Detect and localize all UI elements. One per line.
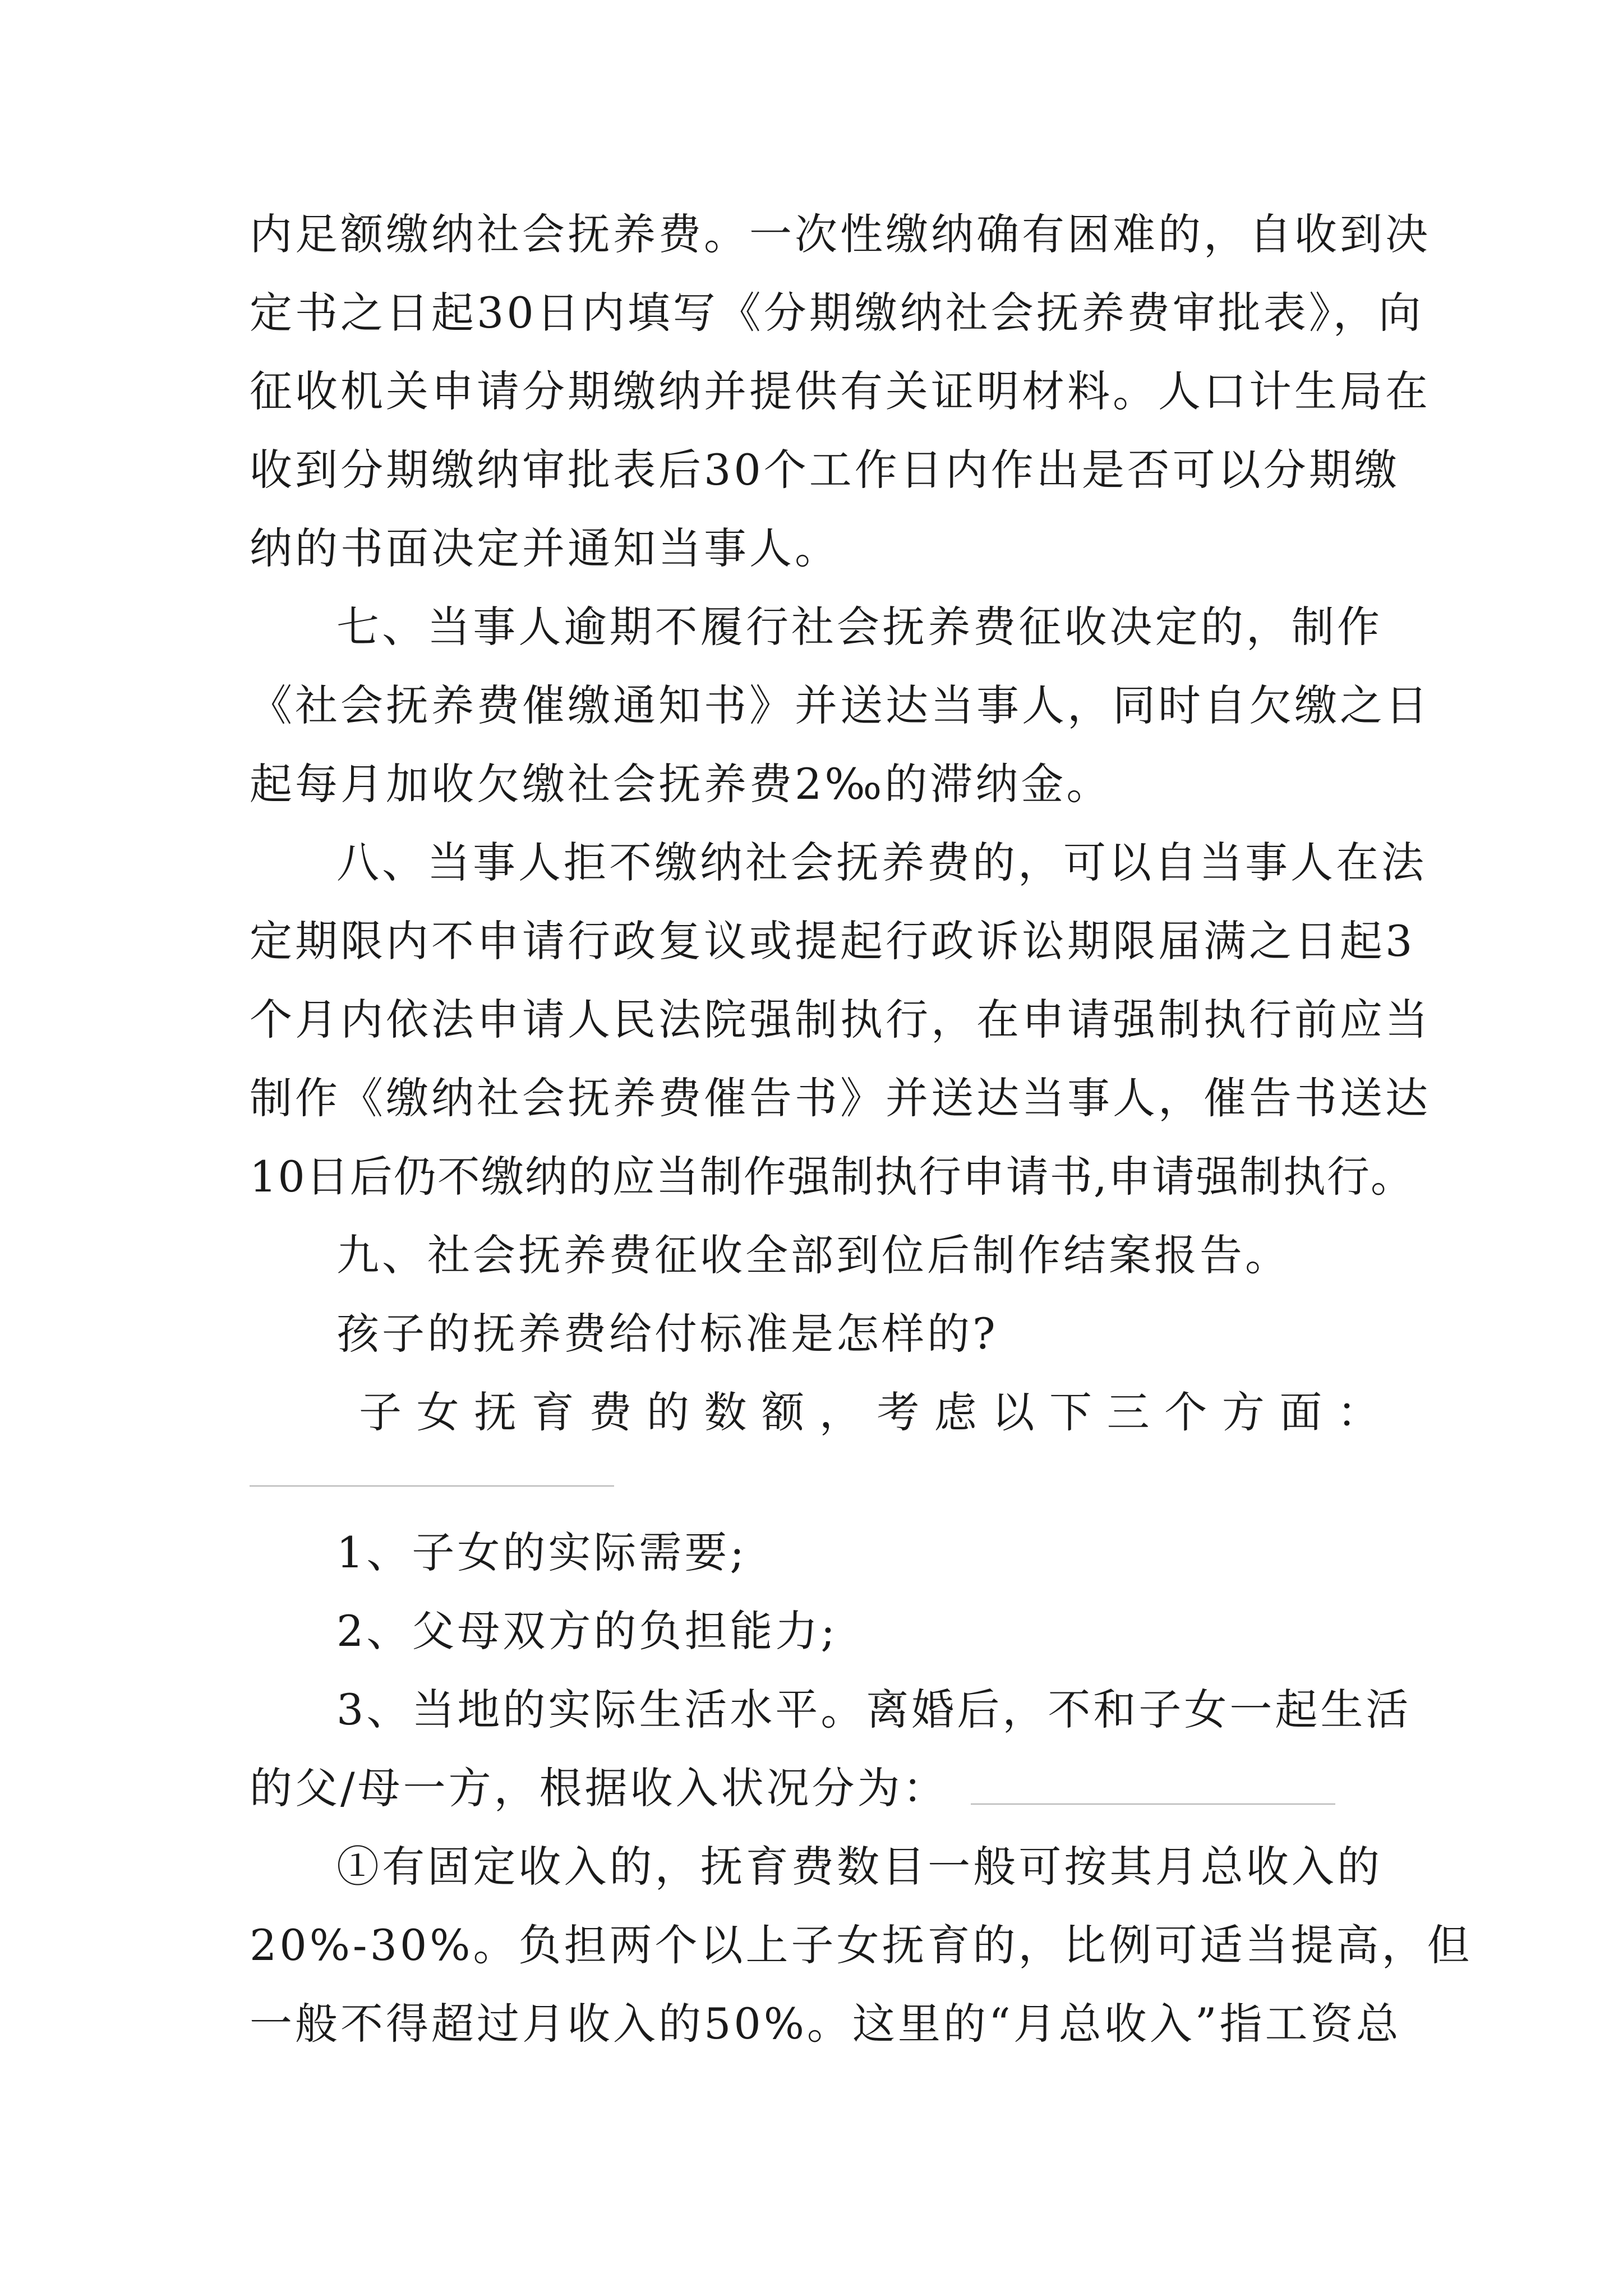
text-line: 定书之日起30日内填写《分期缴纳社会抚养费审批表》，向	[250, 288, 1424, 338]
text-line: 七、当事人逾期不履行社会抚养费征收决定的，制作	[336, 602, 1382, 652]
text-line: 定期限内不申请行政复议或提起行政诉讼期限届满之日起3	[250, 916, 1415, 966]
text-line: 纳的书面决定并通知当事人。	[250, 523, 840, 573]
text-line: 收到分期缴纳审批表后30个工作日内作出是否可以分期缴	[250, 445, 1400, 495]
blank-underline	[971, 1803, 1335, 1805]
section-question: 孩子的抚养费给付标准是怎样的?	[336, 1309, 998, 1359]
list-item: 1、子女的实际需要;	[336, 1527, 747, 1577]
list-item: 2、父母双方的负担能力;	[336, 1606, 838, 1656]
text-line: 20%-30%。负担两个以上子女抚育的，比例可适当提高，但	[250, 1920, 1473, 1970]
separator-line	[250, 1485, 614, 1487]
text-line: 《社会抚养费催缴通知书》并送达当事人，同时自欠缴之日	[250, 680, 1431, 730]
text-line: 制作《缴纳社会抚养费催告书》并送达当事人，催告书送达	[250, 1073, 1431, 1123]
text-line: 10日后仍不缴纳的应当制作强制执行申请书,申请强制执行。	[250, 1152, 1414, 1202]
text-line: 起每月加收欠缴社会抚养费2‰的滞纳金。	[250, 759, 1112, 809]
text-line	[250, 1760, 1382, 1816]
text-line: 一般不得超过月收入的50%。这里的“月总收入”指工资总	[250, 1999, 1401, 2049]
text-line: 征收机关申请分期缴纳并提供有关证明材料。人口计生局在	[250, 366, 1431, 416]
text-line: 八、当事人拒不缴纳社会抚养费的，可以自当事人在法	[336, 838, 1427, 887]
text-line-content: 的父/母一方，根据收入状况分为：	[250, 1763, 948, 1813]
text-line: 个月内依法申请人民法院强制执行，在申请强制执行前应当	[250, 995, 1431, 1045]
list-item: 3、当地的实际生活水平。离婚后，不和子女一起生活	[336, 1685, 1412, 1734]
text-line: ①有固定收入的，抚育费数目一般可按其月总收入的	[336, 1842, 1382, 1892]
text-line: 内足额缴纳社会抚养费。一次性缴纳确有困难的，自收到决	[250, 209, 1431, 259]
text-line: 九、社会抚养费征收全部到位后制作结案报告。	[336, 1230, 1290, 1280]
text-line: 子女抚育费的数额，考虑以下三个方面：	[359, 1387, 1382, 1437]
